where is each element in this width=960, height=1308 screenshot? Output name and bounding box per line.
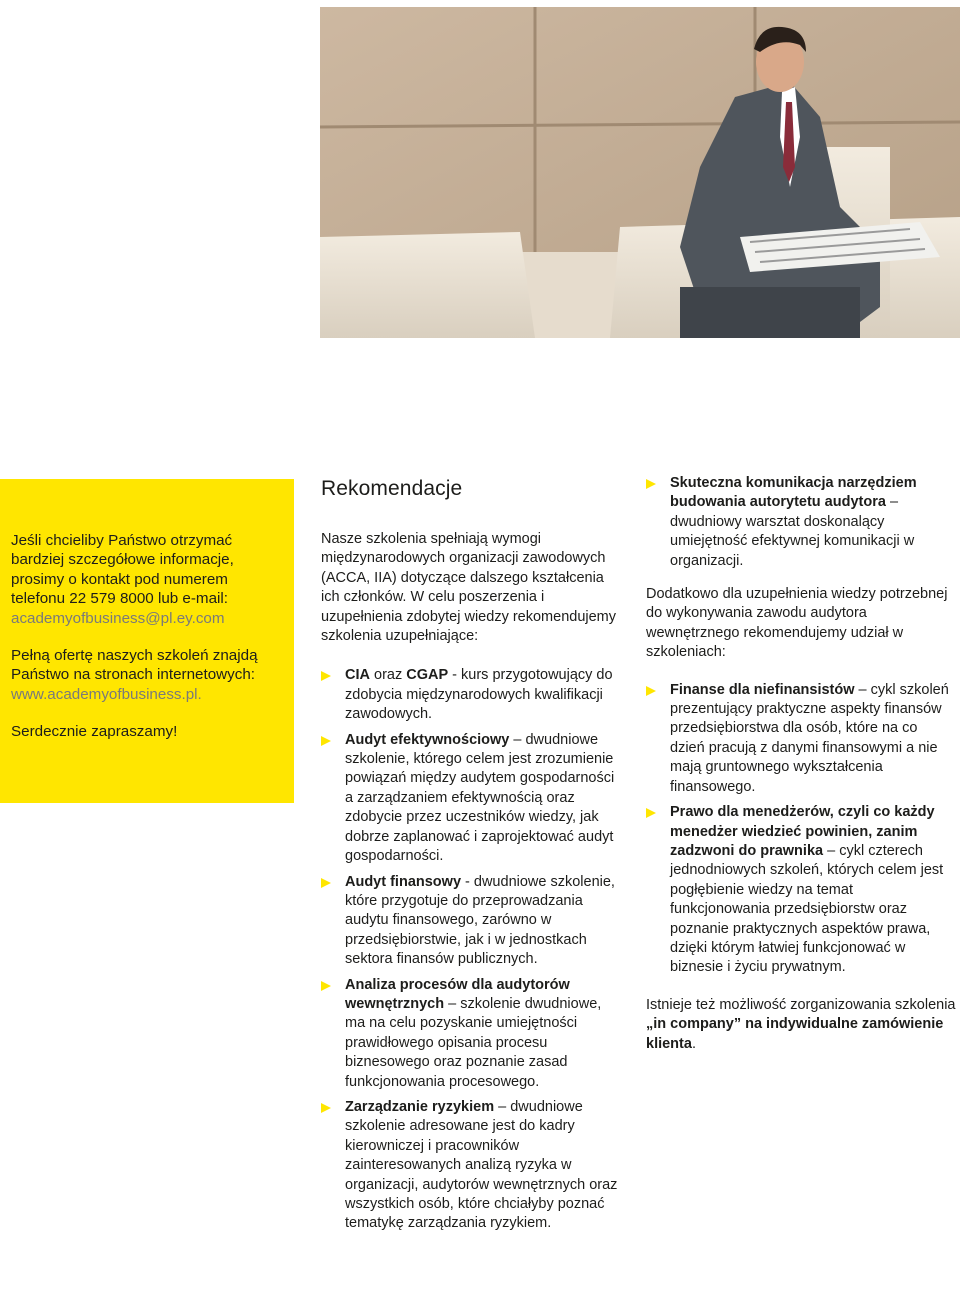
triangle-bullet-icon [646, 686, 656, 696]
triangle-bullet-icon [321, 1103, 331, 1113]
list-item [321, 731, 621, 867]
item-text: – dwudniowe szkolenie adresowane jest do kadry kierowniczej i pracowników zainteresowanych analizą ryzyka w organizacji, audytorów wewnętrznych oraz wszystkich osób, które chciałyby poznać tematykę zarządzania ryzykiem. [345, 1098, 618, 1232]
communication-list [646, 474, 956, 571]
triangle-bullet-icon [646, 479, 656, 489]
item-text: – cykl czterech jednodniowych szkoleń, których celem jest pogłębienie wiedzy na temat funkcjonowania przedsiębiorstw oraz poznanie praktycznych aspektów prawa, dzięki którym łatwiej funkcjonować w biznesie i życiu prywatnym. [670, 842, 944, 976]
item-text: – dwudniowe szkolenie, którego celem jest zrozumienie powiązań między audytem gospodarności a zarządzaniem efektywnością oraz zdobycie przez uczestników wiedzy, jak dobrze zaplanować i zaprojektować audyt gospodarności. [345, 731, 615, 865]
list-item [321, 1098, 621, 1234]
item-connector: oraz [369, 667, 407, 684]
closing-highlight: „in company” na indywidualne zamówienie klienta [646, 1016, 944, 1052]
item-title: Finanse dla niefinansistów [670, 681, 855, 698]
offer-line: Państwo na stronach internetowych: [11, 666, 255, 684]
triangle-bullet-icon [321, 671, 331, 681]
intro-paragraph: Nasze szkolenia spełniają wymogi międzynarodowych organizacji zawodowych (ACCA, IIA) dotyczące dalszego kształcenia ich członków. W celu poszerzenia i uzupełnienia zdobytej wiedzy rekomendujemy szkolenia uzupełniające: [321, 531, 616, 645]
website-link[interactable]: www.academyofbusiness.pl. [11, 685, 202, 703]
closing-end: . [691, 1035, 696, 1052]
offer-text [11, 646, 284, 704]
closing-paragraph [646, 996, 956, 1054]
item-title: CIA [345, 667, 370, 684]
offer-line: Pełną ofertę naszych szkoleń znajdą [11, 647, 258, 665]
list-item [646, 681, 956, 797]
section-heading: Rekomendacje [321, 477, 463, 500]
item-text: – szkolenie dwudniowe, ma na celu pozyskanie umiejętności prawidłowego opisania procesu biznesowego oraz poznanie zasad funkcjonowania procesowego. [345, 995, 602, 1090]
triangle-bullet-icon [321, 981, 331, 991]
item-text: - dwudniowe szkolenie, które przygotuje do przeprowadzania audytu finansowego, zarówno w przedsiębiorstwie, jak i w jednostkach sektora finansów publicznych. [345, 873, 615, 968]
list-item [321, 666, 621, 724]
item-text: – dwudniowy warsztat doskonalący umiejętność efektywnej komunikacji w organizacji. [670, 494, 915, 569]
hero-photo [320, 7, 960, 338]
contact-text [11, 531, 284, 628]
contact-line: prosimy o kontakt pod numerem [11, 570, 228, 588]
item-title: Prawo dla menedżerów, czyli co każdy menedżer wiedzieć powinien, zanim zadzwoni do prawnika [670, 804, 935, 859]
list-item [646, 803, 956, 978]
invite-text: Serdecznie zapraszamy! [11, 723, 178, 741]
item-title: Audyt finansowy [345, 873, 462, 890]
recommendations-column [321, 476, 621, 1234]
item-title: Analiza procesów dla audytorów wewnętrznych [345, 976, 570, 1012]
additional-paragraph: Dodatkowo dla uzupełnienia wiedzy potrzebnej do wykonywania zawodu audytora wewnętrznego rekomendujemy udział w szkoleniach: [646, 586, 948, 661]
item-title: CGAP [406, 667, 449, 684]
triangle-bullet-icon [321, 878, 331, 888]
contact-line: telefonu 22 579 8000 lub e-mail: [11, 590, 229, 608]
email-link[interactable]: academyofbusiness@pl.ey.com [11, 609, 225, 627]
item-title: Audyt efektywnościowy [345, 731, 510, 748]
contact-line: bardziej szczegółowe informacje, [11, 551, 234, 569]
recommendation-list [321, 666, 621, 1233]
closing-text: Istnieje też możliwość zorganizowania szkolenia [646, 996, 956, 1013]
list-item [321, 976, 621, 1092]
contact-box [0, 479, 294, 803]
item-title: Skuteczna komunikacja narzędziem budowania autorytetu audytora [670, 475, 917, 511]
item-title: Zarządzanie ryzykiem [345, 1098, 495, 1115]
item-text: – cykl szkoleń prezentujący praktyczne aspekty finansów przedsiębiorstwa dla osób, które na co dzień pracują z danymi finansowymi a nie mają gruntownego wykształcenia finansowego. [670, 681, 949, 795]
businessman-photo [320, 7, 960, 338]
list-item [646, 474, 956, 571]
contact-line: Jeśli chcieliby Państwo otrzymać [11, 532, 233, 549]
list-item [321, 873, 621, 970]
item-text: - kurs przygotowujący do zdobycia międzynarodowych kwalifikacji zawodowych. [345, 667, 613, 723]
triangle-bullet-icon [646, 808, 656, 818]
additional-list [646, 681, 956, 978]
triangle-bullet-icon [321, 736, 331, 746]
additional-column [646, 474, 956, 1054]
